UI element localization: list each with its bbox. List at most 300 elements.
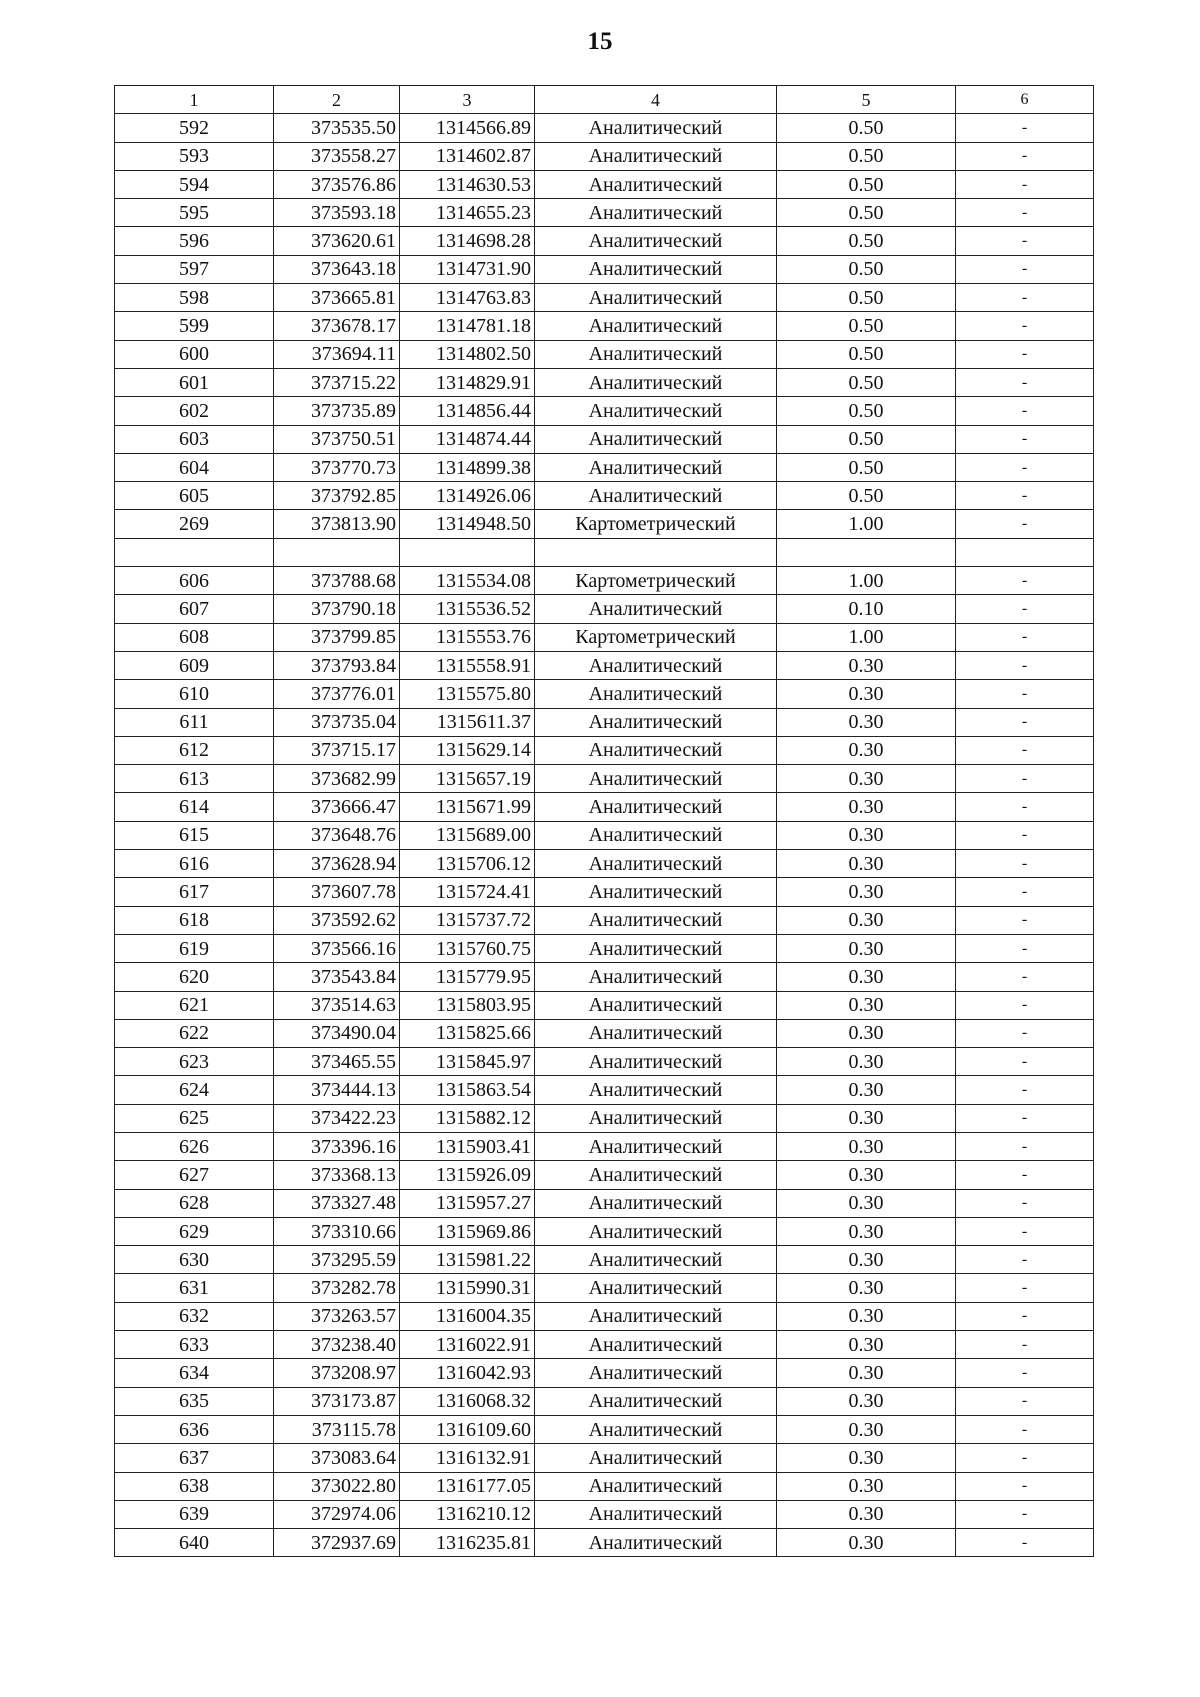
- x-coordinate-cell: 373666.47: [274, 793, 400, 821]
- note-cell: -: [956, 736, 1094, 764]
- method-cell: Аналитический: [535, 708, 777, 736]
- accuracy-cell: 0.30: [777, 1246, 956, 1274]
- method-cell: Аналитический: [535, 878, 777, 906]
- point-number-cell: 606: [115, 567, 274, 595]
- accuracy-cell: 0.30: [777, 1076, 956, 1104]
- table-row: [115, 736, 1094, 764]
- y-coordinate-cell: 1314874.44: [400, 425, 535, 453]
- x-coordinate-cell: 373490.04: [274, 1019, 400, 1047]
- point-number-cell: 620: [115, 963, 274, 991]
- table-row: [115, 340, 1094, 368]
- point-number-cell: 624: [115, 1076, 274, 1104]
- method-cell: Аналитический: [535, 963, 777, 991]
- point-number-cell: 609: [115, 651, 274, 679]
- accuracy-cell: 0.50: [777, 170, 956, 198]
- method-cell: Аналитический: [535, 1444, 777, 1472]
- table-row: [115, 1161, 1094, 1189]
- x-coordinate-cell: 373543.84: [274, 963, 400, 991]
- x-coordinate-cell: 372937.69: [274, 1529, 400, 1557]
- table-row: [115, 453, 1094, 481]
- accuracy-cell: 0.50: [777, 368, 956, 396]
- column-header-6: 6: [956, 86, 1094, 114]
- method-cell: Аналитический: [535, 482, 777, 510]
- table-row: [115, 906, 1094, 934]
- point-number-cell: [115, 538, 274, 566]
- table-row: [115, 368, 1094, 396]
- table-row: [115, 1302, 1094, 1330]
- point-number-cell: 601: [115, 368, 274, 396]
- point-number-cell: 623: [115, 1048, 274, 1076]
- note-cell: -: [956, 595, 1094, 623]
- note-cell: -: [956, 878, 1094, 906]
- point-number-cell: 611: [115, 708, 274, 736]
- method-cell: Аналитический: [535, 906, 777, 934]
- x-coordinate-cell: 373173.87: [274, 1387, 400, 1415]
- y-coordinate-cell: 1314856.44: [400, 397, 535, 425]
- note-cell: -: [956, 623, 1094, 651]
- method-cell: Аналитический: [535, 1019, 777, 1047]
- table-row: [115, 199, 1094, 227]
- table-row: [115, 623, 1094, 651]
- point-number-cell: 627: [115, 1161, 274, 1189]
- point-number-cell: 604: [115, 453, 274, 481]
- method-cell: Аналитический: [535, 1359, 777, 1387]
- method-cell: Аналитический: [535, 680, 777, 708]
- note-cell: -: [956, 1246, 1094, 1274]
- accuracy-cell: 0.50: [777, 255, 956, 283]
- x-coordinate-cell: 373607.78: [274, 878, 400, 906]
- accuracy-cell: 0.30: [777, 991, 956, 1019]
- point-number-cell: 639: [115, 1500, 274, 1528]
- method-cell: Аналитический: [535, 227, 777, 255]
- method-cell: Аналитический: [535, 312, 777, 340]
- method-cell: Аналитический: [535, 255, 777, 283]
- point-number-cell: 595: [115, 199, 274, 227]
- point-number-cell: 629: [115, 1217, 274, 1245]
- x-coordinate-cell: 373208.97: [274, 1359, 400, 1387]
- point-number-cell: 617: [115, 878, 274, 906]
- y-coordinate-cell: 1315724.41: [400, 878, 535, 906]
- table-row: [115, 821, 1094, 849]
- point-number-cell: 632: [115, 1302, 274, 1330]
- method-cell: Аналитический: [535, 1331, 777, 1359]
- x-coordinate-cell: 373620.61: [274, 227, 400, 255]
- table-row: [115, 1246, 1094, 1274]
- table-row: [115, 397, 1094, 425]
- point-number-cell: 594: [115, 170, 274, 198]
- point-number-cell: 633: [115, 1331, 274, 1359]
- x-coordinate-cell: 373593.18: [274, 199, 400, 227]
- method-cell: Аналитический: [535, 1246, 777, 1274]
- point-number-cell: 626: [115, 1132, 274, 1160]
- coordinates-table: [114, 85, 1094, 1557]
- method-cell: Аналитический: [535, 991, 777, 1019]
- accuracy-cell: 0.30: [777, 1500, 956, 1528]
- accuracy-cell: 0.50: [777, 482, 956, 510]
- note-cell: -: [956, 1415, 1094, 1443]
- point-number-cell: 598: [115, 284, 274, 312]
- accuracy-cell: 0.30: [777, 1217, 956, 1245]
- y-coordinate-cell: 1314899.38: [400, 453, 535, 481]
- accuracy-cell: 0.10: [777, 595, 956, 623]
- table-row: [115, 1444, 1094, 1472]
- x-coordinate-cell: 373514.63: [274, 991, 400, 1019]
- table-row: [115, 170, 1094, 198]
- x-coordinate-cell: 373776.01: [274, 680, 400, 708]
- method-cell: Аналитический: [535, 340, 777, 368]
- method-cell: Аналитический: [535, 1189, 777, 1217]
- y-coordinate-cell: 1315882.12: [400, 1104, 535, 1132]
- point-number-cell: 618: [115, 906, 274, 934]
- note-cell: -: [956, 1274, 1094, 1302]
- table-row: [115, 312, 1094, 340]
- note-cell: -: [956, 991, 1094, 1019]
- table-row: [115, 1331, 1094, 1359]
- point-number-cell: 628: [115, 1189, 274, 1217]
- method-cell: Аналитический: [535, 368, 777, 396]
- y-coordinate-cell: 1315926.09: [400, 1161, 535, 1189]
- point-number-cell: 634: [115, 1359, 274, 1387]
- x-coordinate-cell: 373592.62: [274, 906, 400, 934]
- point-number-cell: 269: [115, 510, 274, 538]
- accuracy-cell: 0.30: [777, 1387, 956, 1415]
- note-cell: -: [956, 284, 1094, 312]
- accuracy-cell: 1.00: [777, 510, 956, 538]
- method-cell: Аналитический: [535, 850, 777, 878]
- point-number-cell: 599: [115, 312, 274, 340]
- table-row: [115, 1472, 1094, 1500]
- point-number-cell: 605: [115, 482, 274, 510]
- y-coordinate-cell: 1316132.91: [400, 1444, 535, 1472]
- accuracy-cell: 0.30: [777, 878, 956, 906]
- y-coordinate-cell: 1316022.91: [400, 1331, 535, 1359]
- point-number-cell: 603: [115, 425, 274, 453]
- note-cell: -: [956, 1331, 1094, 1359]
- method-cell: Аналитический: [535, 1104, 777, 1132]
- x-coordinate-cell: 373715.22: [274, 368, 400, 396]
- note-cell: -: [956, 963, 1094, 991]
- method-cell: Картометрический: [535, 567, 777, 595]
- note-cell: -: [956, 482, 1094, 510]
- method-cell: Аналитический: [535, 1161, 777, 1189]
- accuracy-cell: 0.30: [777, 1048, 956, 1076]
- note-cell: -: [956, 906, 1094, 934]
- y-coordinate-cell: 1314698.28: [400, 227, 535, 255]
- point-number-cell: 612: [115, 736, 274, 764]
- table-row: [115, 595, 1094, 623]
- accuracy-cell: 0.30: [777, 708, 956, 736]
- method-cell: [535, 538, 777, 566]
- table-row: [115, 284, 1094, 312]
- x-coordinate-cell: 373282.78: [274, 1274, 400, 1302]
- note-cell: -: [956, 1472, 1094, 1500]
- accuracy-cell: 0.30: [777, 1161, 956, 1189]
- note-cell: -: [956, 680, 1094, 708]
- note-cell: -: [956, 1132, 1094, 1160]
- y-coordinate-cell: 1315575.80: [400, 680, 535, 708]
- method-cell: Аналитический: [535, 170, 777, 198]
- table-row: [115, 1189, 1094, 1217]
- y-coordinate-cell: 1316235.81: [400, 1529, 535, 1557]
- method-cell: Аналитический: [535, 1472, 777, 1500]
- accuracy-cell: 0.50: [777, 453, 956, 481]
- table-row: [115, 425, 1094, 453]
- table-row: [115, 538, 1094, 566]
- accuracy-cell: 0.30: [777, 906, 956, 934]
- note-cell: -: [956, 1104, 1094, 1132]
- point-number-cell: 596: [115, 227, 274, 255]
- table-row: [115, 510, 1094, 538]
- note-cell: -: [956, 397, 1094, 425]
- x-coordinate-cell: 373535.50: [274, 114, 400, 142]
- point-number-cell: 622: [115, 1019, 274, 1047]
- table-row: [115, 1274, 1094, 1302]
- table-row: [115, 793, 1094, 821]
- point-number-cell: 621: [115, 991, 274, 1019]
- x-coordinate-cell: 373022.80: [274, 1472, 400, 1500]
- accuracy-cell: 0.30: [777, 1274, 956, 1302]
- y-coordinate-cell: 1315863.54: [400, 1076, 535, 1104]
- note-cell: -: [956, 1387, 1094, 1415]
- x-coordinate-cell: 373735.89: [274, 397, 400, 425]
- point-number-cell: 619: [115, 934, 274, 962]
- method-cell: Аналитический: [535, 934, 777, 962]
- x-coordinate-cell: 372974.06: [274, 1500, 400, 1528]
- y-coordinate-cell: 1315534.08: [400, 567, 535, 595]
- note-cell: -: [956, 1500, 1094, 1528]
- table-row: [115, 708, 1094, 736]
- y-coordinate-cell: 1314802.50: [400, 340, 535, 368]
- y-coordinate-cell: 1315760.75: [400, 934, 535, 962]
- point-number-cell: 637: [115, 1444, 274, 1472]
- x-coordinate-cell: 373750.51: [274, 425, 400, 453]
- accuracy-cell: 0.50: [777, 227, 956, 255]
- table-row: [115, 1500, 1094, 1528]
- table-row: [115, 850, 1094, 878]
- method-cell: Аналитический: [535, 1500, 777, 1528]
- x-coordinate-cell: 373799.85: [274, 623, 400, 651]
- note-cell: -: [956, 312, 1094, 340]
- x-coordinate-cell: 373813.90: [274, 510, 400, 538]
- y-coordinate-cell: 1315981.22: [400, 1246, 535, 1274]
- y-coordinate-cell: 1316004.35: [400, 1302, 535, 1330]
- method-cell: Аналитический: [535, 142, 777, 170]
- method-cell: Аналитический: [535, 453, 777, 481]
- accuracy-cell: 0.30: [777, 1359, 956, 1387]
- y-coordinate-cell: 1315689.00: [400, 821, 535, 849]
- y-coordinate-cell: 1315903.41: [400, 1132, 535, 1160]
- point-number-cell: 625: [115, 1104, 274, 1132]
- column-header-5: 5: [777, 86, 956, 114]
- method-cell: Картометрический: [535, 510, 777, 538]
- y-coordinate-cell: 1314948.50: [400, 510, 535, 538]
- accuracy-cell: 0.50: [777, 284, 956, 312]
- note-cell: -: [956, 708, 1094, 736]
- accuracy-cell: 0.50: [777, 114, 956, 142]
- y-coordinate-cell: 1314602.87: [400, 142, 535, 170]
- accuracy-cell: 0.50: [777, 142, 956, 170]
- y-coordinate-cell: 1314781.18: [400, 312, 535, 340]
- point-number-cell: 610: [115, 680, 274, 708]
- accuracy-cell: 0.30: [777, 680, 956, 708]
- x-coordinate-cell: 373648.76: [274, 821, 400, 849]
- y-coordinate-cell: 1314763.83: [400, 284, 535, 312]
- x-coordinate-cell: 373788.68: [274, 567, 400, 595]
- table-row: [115, 1132, 1094, 1160]
- note-cell: -: [956, 651, 1094, 679]
- note-cell: -: [956, 793, 1094, 821]
- method-cell: Аналитический: [535, 1415, 777, 1443]
- accuracy-cell: 0.30: [777, 736, 956, 764]
- point-number-cell: 600: [115, 340, 274, 368]
- method-cell: Аналитический: [535, 199, 777, 227]
- table-row: [115, 567, 1094, 595]
- table-row: [115, 1019, 1094, 1047]
- accuracy-cell: 0.50: [777, 425, 956, 453]
- accuracy-cell: 0.30: [777, 651, 956, 679]
- table-row: [115, 1076, 1094, 1104]
- point-number-cell: 614: [115, 793, 274, 821]
- x-coordinate-cell: 373576.86: [274, 170, 400, 198]
- table-header: [115, 86, 1094, 114]
- y-coordinate-cell: 1315657.19: [400, 765, 535, 793]
- x-coordinate-cell: 373643.18: [274, 255, 400, 283]
- note-cell: -: [956, 1217, 1094, 1245]
- note-cell: -: [956, 1019, 1094, 1047]
- y-coordinate-cell: 1314829.91: [400, 368, 535, 396]
- y-coordinate-cell: 1315553.76: [400, 623, 535, 651]
- point-number-cell: 607: [115, 595, 274, 623]
- x-coordinate-cell: 373793.84: [274, 651, 400, 679]
- x-coordinate-cell: 373327.48: [274, 1189, 400, 1217]
- note-cell: -: [956, 199, 1094, 227]
- accuracy-cell: 1.00: [777, 623, 956, 651]
- accuracy-cell: 0.30: [777, 1444, 956, 1472]
- x-coordinate-cell: 373792.85: [274, 482, 400, 510]
- accuracy-cell: 0.30: [777, 1331, 956, 1359]
- y-coordinate-cell: 1314566.89: [400, 114, 535, 142]
- x-coordinate-cell: 373368.13: [274, 1161, 400, 1189]
- method-cell: Аналитический: [535, 1529, 777, 1557]
- y-coordinate-cell: 1314655.23: [400, 199, 535, 227]
- note-cell: -: [956, 1359, 1094, 1387]
- y-coordinate-cell: [400, 538, 535, 566]
- table-row: [115, 1415, 1094, 1443]
- table-row: [115, 1387, 1094, 1415]
- method-cell: Аналитический: [535, 1217, 777, 1245]
- table-body: [115, 114, 1094, 1557]
- point-number-cell: 631: [115, 1274, 274, 1302]
- note-cell: -: [956, 765, 1094, 793]
- y-coordinate-cell: 1315558.91: [400, 651, 535, 679]
- method-cell: Аналитический: [535, 1302, 777, 1330]
- y-coordinate-cell: 1315629.14: [400, 736, 535, 764]
- note-cell: -: [956, 425, 1094, 453]
- y-coordinate-cell: 1315737.72: [400, 906, 535, 934]
- table-row: [115, 878, 1094, 906]
- method-cell: Аналитический: [535, 821, 777, 849]
- y-coordinate-cell: 1316177.05: [400, 1472, 535, 1500]
- method-cell: Аналитический: [535, 397, 777, 425]
- x-coordinate-cell: 373715.17: [274, 736, 400, 764]
- table-row: [115, 142, 1094, 170]
- point-number-cell: 635: [115, 1387, 274, 1415]
- note-cell: -: [956, 170, 1094, 198]
- column-header-3: 3: [400, 86, 535, 114]
- note-cell: -: [956, 934, 1094, 962]
- note-cell: -: [956, 142, 1094, 170]
- column-header-2: 2: [274, 86, 400, 114]
- note-cell: -: [956, 1189, 1094, 1217]
- note-cell: -: [956, 453, 1094, 481]
- method-cell: Аналитический: [535, 1132, 777, 1160]
- accuracy-cell: 0.30: [777, 850, 956, 878]
- header-row: [115, 86, 1094, 114]
- note-cell: -: [956, 850, 1094, 878]
- x-coordinate-cell: 373694.11: [274, 340, 400, 368]
- accuracy-cell: 0.50: [777, 340, 956, 368]
- table-row: [115, 1217, 1094, 1245]
- table-row: [115, 765, 1094, 793]
- accuracy-cell: 0.30: [777, 1019, 956, 1047]
- table-row: [115, 482, 1094, 510]
- table-row: [115, 680, 1094, 708]
- x-coordinate-cell: 373263.57: [274, 1302, 400, 1330]
- method-cell: Аналитический: [535, 1076, 777, 1104]
- point-number-cell: 616: [115, 850, 274, 878]
- column-header-4: 4: [535, 86, 777, 114]
- point-number-cell: 636: [115, 1415, 274, 1443]
- y-coordinate-cell: 1315803.95: [400, 991, 535, 1019]
- x-coordinate-cell: 373238.40: [274, 1331, 400, 1359]
- x-coordinate-cell: 373083.64: [274, 1444, 400, 1472]
- y-coordinate-cell: 1315969.86: [400, 1217, 535, 1245]
- x-coordinate-cell: 373790.18: [274, 595, 400, 623]
- accuracy-cell: 0.30: [777, 1472, 956, 1500]
- method-cell: Аналитический: [535, 1048, 777, 1076]
- table-row: [115, 227, 1094, 255]
- table-row: [115, 651, 1094, 679]
- x-coordinate-cell: 373422.23: [274, 1104, 400, 1132]
- note-cell: [956, 538, 1094, 566]
- accuracy-cell: 0.30: [777, 1189, 956, 1217]
- method-cell: Аналитический: [535, 651, 777, 679]
- note-cell: -: [956, 368, 1094, 396]
- point-number-cell: 597: [115, 255, 274, 283]
- y-coordinate-cell: 1315825.66: [400, 1019, 535, 1047]
- point-number-cell: 638: [115, 1472, 274, 1500]
- method-cell: Аналитический: [535, 1274, 777, 1302]
- note-cell: -: [956, 114, 1094, 142]
- x-coordinate-cell: [274, 538, 400, 566]
- y-coordinate-cell: 1316068.32: [400, 1387, 535, 1415]
- y-coordinate-cell: 1315990.31: [400, 1274, 535, 1302]
- note-cell: -: [956, 510, 1094, 538]
- table-row: [115, 1048, 1094, 1076]
- x-coordinate-cell: 373115.78: [274, 1415, 400, 1443]
- point-number-cell: 602: [115, 397, 274, 425]
- accuracy-cell: 0.30: [777, 1529, 956, 1557]
- method-cell: Аналитический: [535, 736, 777, 764]
- column-header-1: 1: [115, 86, 274, 114]
- method-cell: Аналитический: [535, 284, 777, 312]
- point-number-cell: 613: [115, 765, 274, 793]
- point-number-cell: 608: [115, 623, 274, 651]
- point-number-cell: 593: [115, 142, 274, 170]
- method-cell: Аналитический: [535, 114, 777, 142]
- note-cell: -: [956, 1076, 1094, 1104]
- y-coordinate-cell: 1316109.60: [400, 1415, 535, 1443]
